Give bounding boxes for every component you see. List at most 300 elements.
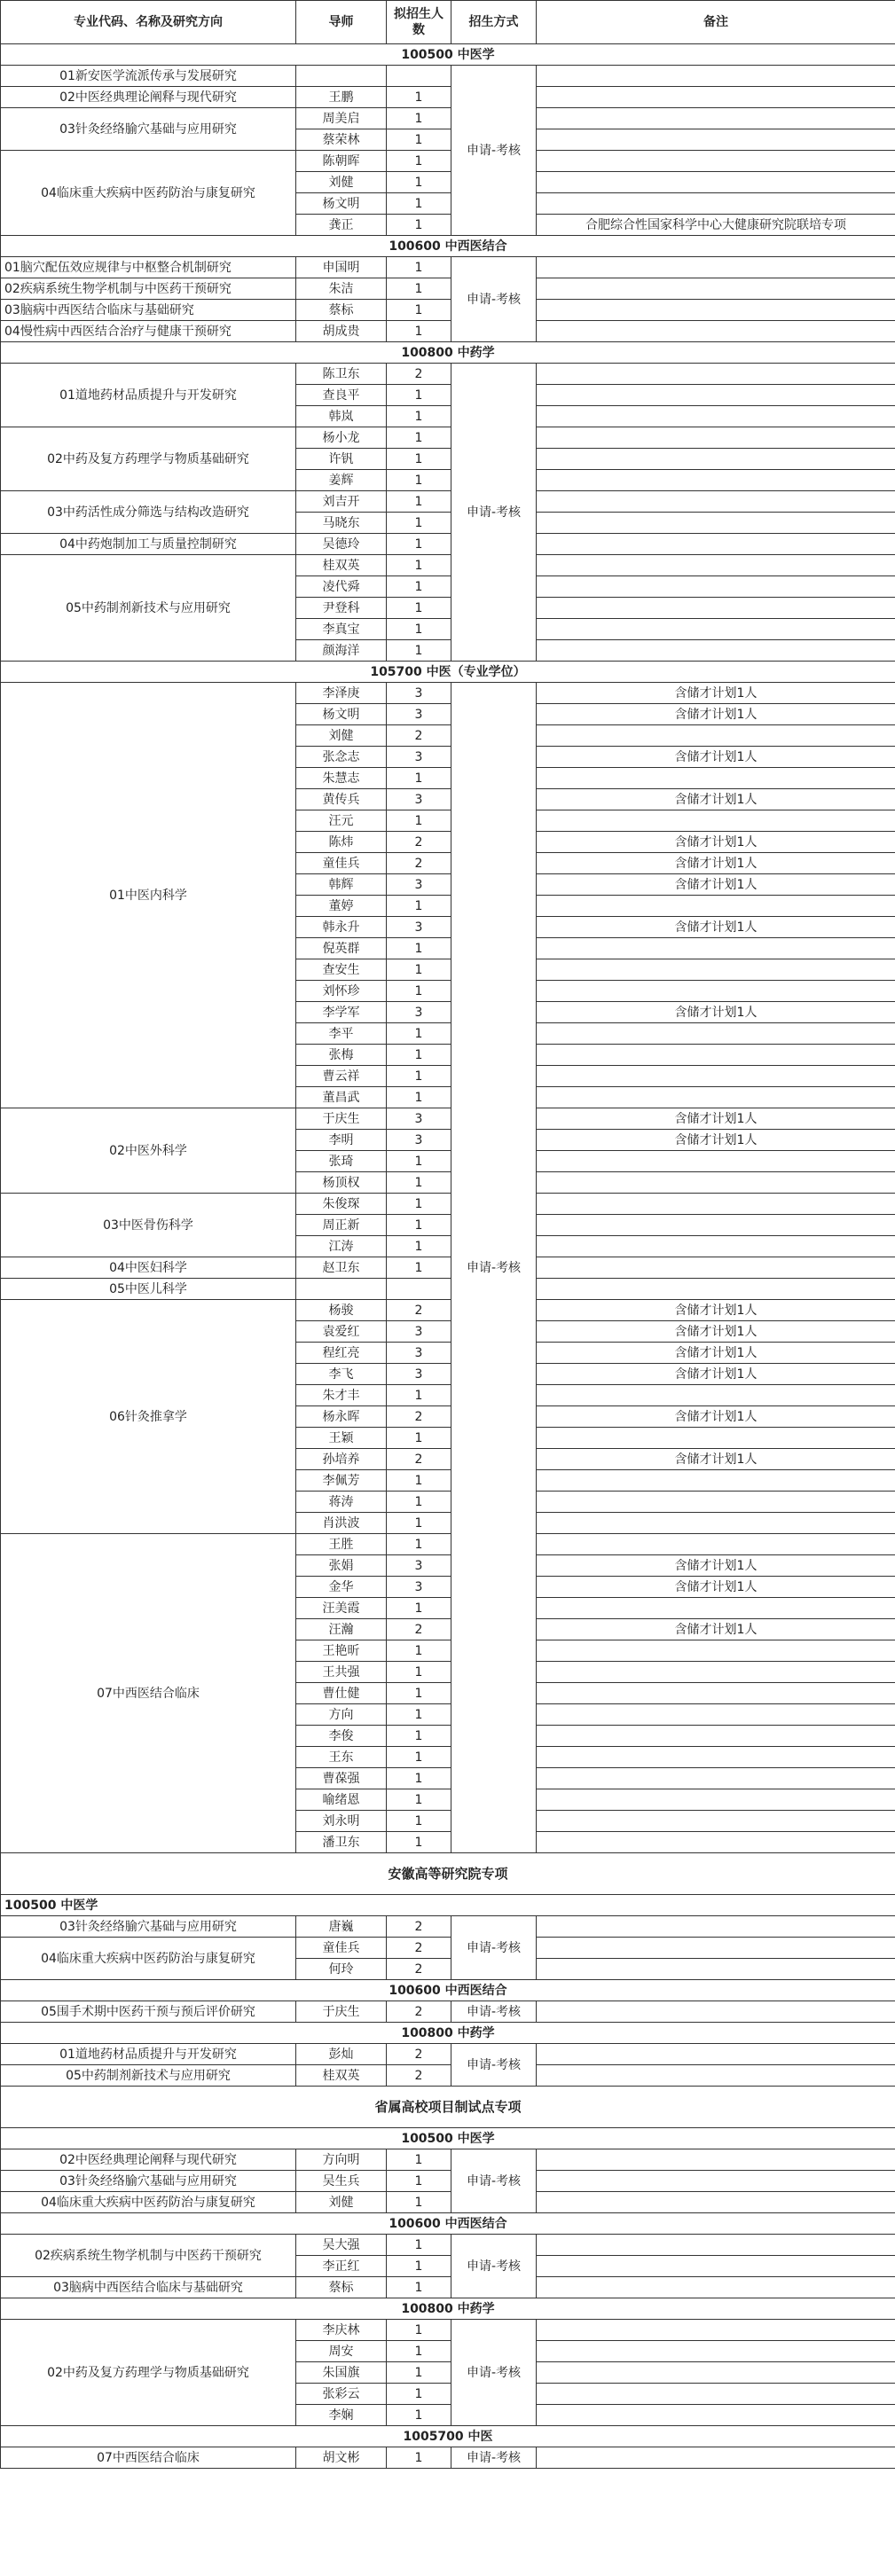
supervisor-name xyxy=(296,1279,387,1300)
admission-method: 申请-考核 xyxy=(451,2447,537,2469)
quota-count: 1 xyxy=(387,1236,451,1257)
remark xyxy=(537,896,895,917)
remark xyxy=(537,87,895,108)
quota-count: 1 xyxy=(387,427,451,449)
remark xyxy=(537,364,895,385)
remark xyxy=(537,938,895,959)
supervisor-name: 王共强 xyxy=(296,1662,387,1683)
header-method: 招生方式 xyxy=(451,1,537,44)
table-row xyxy=(1,534,895,555)
remark xyxy=(537,2192,895,2213)
special-program-row xyxy=(1,2087,895,2128)
research-direction: 03针灸经络腧穴基础与应用研究 xyxy=(1,1916,296,1938)
discipline-row xyxy=(1,342,895,364)
research-direction: 04中药炮制加工与质量控制研究 xyxy=(1,534,296,555)
quota-count: 1 xyxy=(387,385,451,406)
remark xyxy=(537,810,895,832)
research-direction: 01中医内科学 xyxy=(1,683,296,1108)
remark xyxy=(537,1470,895,1492)
remark xyxy=(537,2044,895,2065)
discipline-row xyxy=(1,2426,895,2447)
supervisor-name: 彭灿 xyxy=(296,2044,387,2065)
admission-method: 申请-考核 xyxy=(451,2235,537,2298)
remark xyxy=(537,1385,895,1406)
quota-count: 1 xyxy=(387,1811,451,1832)
supervisor-name: 黄传兵 xyxy=(296,789,387,810)
admission-method: 申请-考核 xyxy=(451,683,537,1853)
table-row xyxy=(1,683,895,704)
table-row xyxy=(1,2065,895,2087)
admission-method: 申请-考核 xyxy=(451,257,537,342)
supervisor-name: 张琦 xyxy=(296,1151,387,1172)
remark xyxy=(537,129,895,151)
supervisor-name: 董婷 xyxy=(296,896,387,917)
supervisor-name: 蒋涛 xyxy=(296,1492,387,1513)
supervisor-name: 李俊 xyxy=(296,1726,387,1747)
remark xyxy=(537,257,895,278)
research-direction: 02中药及复方药理学与物质基础研究 xyxy=(1,427,296,491)
quota-count: 2 xyxy=(387,1916,451,1938)
supervisor-name: 汪元 xyxy=(296,810,387,832)
supervisor-name: 张娟 xyxy=(296,1555,387,1577)
discipline-title: 100800 中药学 xyxy=(1,2298,895,2320)
quota-count: 2 xyxy=(387,2044,451,2065)
remark xyxy=(537,2149,895,2171)
research-direction: 05围手术期中医药干预与预后评价研究 xyxy=(1,2001,296,2023)
table-row xyxy=(1,87,895,108)
quota-count: 3 xyxy=(387,917,451,938)
quota-count: 1 xyxy=(387,2320,451,2341)
discipline-row xyxy=(1,2128,895,2149)
supervisor-name: 汪美霞 xyxy=(296,1598,387,1619)
special-program-title: 安徽高等研究院专项 xyxy=(1,1853,895,1895)
table-row xyxy=(1,278,895,300)
supervisor-name: 方向 xyxy=(296,1704,387,1726)
table-row xyxy=(1,1534,895,1555)
supervisor-name: 朱慧志 xyxy=(296,768,387,789)
supervisor-name: 颜海洋 xyxy=(296,640,387,662)
table-row xyxy=(1,2044,895,2065)
supervisor-name: 潘卫东 xyxy=(296,1832,387,1853)
remark xyxy=(537,300,895,321)
research-direction: 01道地药材品质提升与开发研究 xyxy=(1,364,296,427)
remark: 含储才计划1人 xyxy=(537,1406,895,1428)
remark xyxy=(537,576,895,598)
supervisor-name: 曹云祥 xyxy=(296,1066,387,1087)
supervisor-name: 刘健 xyxy=(296,172,387,193)
quota-count: 3 xyxy=(387,1321,451,1343)
remark xyxy=(537,1172,895,1194)
supervisor-name: 周安 xyxy=(296,2341,387,2362)
quota-count: 1 xyxy=(387,1385,451,1406)
remark xyxy=(537,2065,895,2087)
table-row xyxy=(1,1300,895,1321)
supervisor-name: 刘吉开 xyxy=(296,491,387,513)
table-row xyxy=(1,300,895,321)
remark xyxy=(537,108,895,129)
table-row xyxy=(1,1108,895,1130)
table-row xyxy=(1,2235,895,2256)
quota-count: 2 xyxy=(387,364,451,385)
supervisor-name: 周正新 xyxy=(296,1215,387,1236)
discipline-title: 100500 中医学 xyxy=(1,2128,895,2149)
header-quota: 拟招生人数 xyxy=(387,1,451,44)
remark xyxy=(537,1513,895,1534)
supervisor-name: 王鹏 xyxy=(296,87,387,108)
remark xyxy=(537,959,895,981)
research-direction: 07中西医结合临床 xyxy=(1,1534,296,1853)
supervisor-name: 王艳昕 xyxy=(296,1640,387,1662)
quota-count: 1 xyxy=(387,1172,451,1194)
supervisor-name: 许钒 xyxy=(296,449,387,470)
research-direction: 01道地药材品质提升与开发研究 xyxy=(1,2044,296,2065)
remark xyxy=(537,1811,895,1832)
remark xyxy=(537,193,895,215)
supervisor-name: 刘永明 xyxy=(296,1811,387,1832)
supervisor-name: 刘怀珍 xyxy=(296,981,387,1002)
discipline-title: 100600 中西医结合 xyxy=(1,2213,895,2235)
remark: 含储才计划1人 xyxy=(537,917,895,938)
supervisor-name: 杨小龙 xyxy=(296,427,387,449)
supervisor-name: 袁爱红 xyxy=(296,1321,387,1343)
remark: 含储才计划1人 xyxy=(537,853,895,874)
table-row xyxy=(1,66,895,87)
research-direction: 04临床重大疾病中医药防治与康复研究 xyxy=(1,151,296,236)
remark: 含储才计划1人 xyxy=(537,1130,895,1151)
remark xyxy=(537,534,895,555)
remark xyxy=(537,1704,895,1726)
supervisor-name: 吴德玲 xyxy=(296,534,387,555)
supervisor-name: 喻绪恩 xyxy=(296,1789,387,1811)
remark xyxy=(537,1747,895,1768)
remark xyxy=(537,172,895,193)
supervisor-name: 韩岚 xyxy=(296,406,387,427)
supervisor-name: 张彩云 xyxy=(296,2384,387,2405)
table-row xyxy=(1,2001,895,2023)
research-direction: 02疾病系统生物学机制与中医药干预研究 xyxy=(1,2235,296,2277)
remark xyxy=(537,1789,895,1811)
supervisor-name: 于庆生 xyxy=(296,2001,387,2023)
discipline-title: 100600 中西医结合 xyxy=(1,236,895,257)
remark xyxy=(537,981,895,1002)
supervisor-name: 韩永升 xyxy=(296,917,387,938)
supervisor-name: 周美启 xyxy=(296,108,387,129)
remark xyxy=(537,1215,895,1236)
supervisor-name: 陈朝晖 xyxy=(296,151,387,172)
quota-count: 3 xyxy=(387,747,451,768)
supervisor-name: 蔡标 xyxy=(296,2277,387,2298)
quota-count: 2 xyxy=(387,1406,451,1428)
admission-method: 申请-考核 xyxy=(451,2044,537,2087)
supervisor-name: 曹葆强 xyxy=(296,1768,387,1789)
remark xyxy=(537,321,895,342)
admission-method: 申请-考核 xyxy=(451,2001,537,2023)
supervisor-name: 朱才丰 xyxy=(296,1385,387,1406)
quota-count: 3 xyxy=(387,683,451,704)
supervisor-name: 朱俊琛 xyxy=(296,1194,387,1215)
remark xyxy=(537,1683,895,1704)
supervisor-name: 尹登科 xyxy=(296,598,387,619)
quota-count: 1 xyxy=(387,1662,451,1683)
remark xyxy=(537,513,895,534)
supervisor-name: 查良平 xyxy=(296,385,387,406)
research-direction: 03脑病中西医结合临床与基础研究 xyxy=(1,300,296,321)
remark xyxy=(537,1662,895,1683)
remark: 含储才计划1人 xyxy=(537,789,895,810)
discipline-row xyxy=(1,662,895,683)
remark xyxy=(537,2235,895,2256)
research-direction: 03中药活性成分筛选与结构改造研究 xyxy=(1,491,296,534)
supervisor-name: 李佩芳 xyxy=(296,1470,387,1492)
remark xyxy=(537,1066,895,1087)
supervisor-name: 杨永晖 xyxy=(296,1406,387,1428)
supervisor-name: 倪英群 xyxy=(296,938,387,959)
supervisor-name: 朱国旗 xyxy=(296,2362,387,2384)
supervisor-name: 王胜 xyxy=(296,1534,387,1555)
quota-count: 1 xyxy=(387,938,451,959)
quota-count: 3 xyxy=(387,789,451,810)
supervisor-name: 李飞 xyxy=(296,1364,387,1385)
discipline-row xyxy=(1,2023,895,2044)
supervisor-name: 刘健 xyxy=(296,725,387,747)
quota-count: 1 xyxy=(387,1045,451,1066)
supervisor-name: 赵卫东 xyxy=(296,1257,387,1279)
remark xyxy=(537,598,895,619)
research-direction: 06针灸推拿学 xyxy=(1,1300,296,1534)
supervisor-name: 孙培养 xyxy=(296,1449,387,1470)
supervisor-name: 姜辉 xyxy=(296,470,387,491)
remark xyxy=(537,768,895,789)
quota-count: 1 xyxy=(387,1151,451,1172)
supervisor-name: 吴大强 xyxy=(296,2235,387,2256)
table-row xyxy=(1,491,895,513)
quota-count: 1 xyxy=(387,2171,451,2192)
quota-count: 1 xyxy=(387,278,451,300)
remark xyxy=(537,1236,895,1257)
quota-count: 1 xyxy=(387,1726,451,1747)
quota-count: 1 xyxy=(387,768,451,789)
quota-count: 3 xyxy=(387,1577,451,1598)
supervisor-name: 肖洪波 xyxy=(296,1513,387,1534)
remark: 合肥综合性国家科学中心大健康研究院联培专项 xyxy=(537,215,895,236)
remark: 含储才计划1人 xyxy=(537,1364,895,1385)
supervisor-name: 程红亮 xyxy=(296,1343,387,1364)
research-direction: 05中药制剂新技术与应用研究 xyxy=(1,555,296,662)
quota-count: 1 xyxy=(387,2277,451,2298)
research-direction: 03脑病中西医结合临床与基础研究 xyxy=(1,2277,296,2298)
quota-count: 1 xyxy=(387,300,451,321)
quota-count: 1 xyxy=(387,1598,451,1619)
remark xyxy=(537,555,895,576)
quota-count: 1 xyxy=(387,2256,451,2277)
quota-count: 1 xyxy=(387,1023,451,1045)
remark xyxy=(537,1832,895,1853)
research-direction: 02中医外科学 xyxy=(1,1108,296,1194)
quota-count: 1 xyxy=(387,810,451,832)
discipline-title: 100500 中医学 xyxy=(1,44,895,66)
supervisor-name: 胡文彬 xyxy=(296,2447,387,2469)
supervisor-name: 陈卫东 xyxy=(296,364,387,385)
supervisor-name: 龚正 xyxy=(296,215,387,236)
quota-count: 2 xyxy=(387,832,451,853)
table-row xyxy=(1,257,895,278)
remark xyxy=(537,1726,895,1747)
supervisor-name: 王东 xyxy=(296,1747,387,1768)
supervisor-name: 唐巍 xyxy=(296,1916,387,1938)
quota-count: 1 xyxy=(387,1534,451,1555)
research-direction: 04中医妇科学 xyxy=(1,1257,296,1279)
quota-count: 1 xyxy=(387,1194,451,1215)
admission-method: 申请-考核 xyxy=(451,1916,537,1980)
remark xyxy=(537,1916,895,1938)
remark xyxy=(537,1492,895,1513)
remark: 含储才计划1人 xyxy=(537,1577,895,1598)
research-direction: 03针灸经络腧穴基础与应用研究 xyxy=(1,108,296,151)
quota-count: 1 xyxy=(387,619,451,640)
quota-count: 1 xyxy=(387,108,451,129)
supervisor-name: 李学军 xyxy=(296,1002,387,1023)
quota-count: 1 xyxy=(387,321,451,342)
table-header-row xyxy=(1,1,895,44)
quota-count: 1 xyxy=(387,981,451,1002)
quota-count: 3 xyxy=(387,1130,451,1151)
quota-count: 1 xyxy=(387,1257,451,1279)
remark xyxy=(537,385,895,406)
quota-count: 2 xyxy=(387,2065,451,2087)
table-row xyxy=(1,2171,895,2192)
admission-method: 申请-考核 xyxy=(451,66,537,236)
quota-count: 3 xyxy=(387,1002,451,1023)
supervisor-name: 王颖 xyxy=(296,1428,387,1449)
remark xyxy=(537,1257,895,1279)
research-direction: 05中药制剂新技术与应用研究 xyxy=(1,2065,296,2087)
research-direction: 07中西医结合临床 xyxy=(1,2447,296,2469)
remark xyxy=(537,1045,895,1066)
supervisor-name: 蔡荣林 xyxy=(296,129,387,151)
quota-count: 2 xyxy=(387,1959,451,1980)
research-direction: 02疾病系统生物学机制与中医药干预研究 xyxy=(1,278,296,300)
remark: 含储才计划1人 xyxy=(537,683,895,704)
supervisor-name: 董昌武 xyxy=(296,1087,387,1108)
research-direction: 04慢性病中西医结合治疗与健康干预研究 xyxy=(1,321,296,342)
remark xyxy=(537,1640,895,1662)
remark xyxy=(537,2384,895,2405)
research-direction: 02中医经典理论阐释与现代研究 xyxy=(1,2149,296,2171)
supervisor-name: 李真宝 xyxy=(296,619,387,640)
quota-count: 1 xyxy=(387,1428,451,1449)
quota-count: 1 xyxy=(387,87,451,108)
quota-count: 1 xyxy=(387,2341,451,2362)
remark: 含储才计划1人 xyxy=(537,704,895,725)
research-direction: 01脑穴配伍效应规律与中枢整合机制研究 xyxy=(1,257,296,278)
quota-count: 1 xyxy=(387,193,451,215)
discipline-title: 105700 中医（专业学位） xyxy=(1,662,895,683)
supervisor-name: 何玲 xyxy=(296,1959,387,1980)
remark xyxy=(537,491,895,513)
supervisor-name: 童佳兵 xyxy=(296,1938,387,1959)
quota-count: 1 xyxy=(387,449,451,470)
research-direction: 02中药及复方药理学与物质基础研究 xyxy=(1,2320,296,2426)
remark xyxy=(537,406,895,427)
remark xyxy=(537,278,895,300)
quota-count: 3 xyxy=(387,874,451,896)
research-direction: 05中医儿科学 xyxy=(1,1279,296,1300)
supervisor-name: 张梅 xyxy=(296,1045,387,1066)
remark xyxy=(537,2362,895,2384)
admission-method: 申请-考核 xyxy=(451,2149,537,2213)
supervisor-name: 杨文明 xyxy=(296,704,387,725)
remark: 含储才计划1人 xyxy=(537,874,895,896)
remark xyxy=(537,725,895,747)
supervisor-name: 凌代舜 xyxy=(296,576,387,598)
quota-count: 1 xyxy=(387,470,451,491)
supervisor-name: 李娴 xyxy=(296,2405,387,2426)
research-direction: 03针灸经络腧穴基础与应用研究 xyxy=(1,2171,296,2192)
remark xyxy=(537,1534,895,1555)
supervisor-name: 桂双英 xyxy=(296,555,387,576)
remark: 含储才计划1人 xyxy=(537,832,895,853)
table-row xyxy=(1,151,895,172)
supervisor-name: 吴生兵 xyxy=(296,2171,387,2192)
quota-count: 1 xyxy=(387,2149,451,2171)
supervisor-name: 申国明 xyxy=(296,257,387,278)
supervisor-name: 杨文明 xyxy=(296,193,387,215)
table-row xyxy=(1,2149,895,2171)
supervisor-name: 李泽庚 xyxy=(296,683,387,704)
remark: 含储才计划1人 xyxy=(537,1002,895,1023)
remark: 含储才计划1人 xyxy=(537,1555,895,1577)
header-note: 备注 xyxy=(537,1,895,44)
remark xyxy=(537,2256,895,2277)
quota-count: 2 xyxy=(387,1300,451,1321)
remark xyxy=(537,1151,895,1172)
supervisor-name: 蔡标 xyxy=(296,300,387,321)
discipline-title: 100800 中药学 xyxy=(1,342,895,364)
remark xyxy=(537,2171,895,2192)
quota-count: 3 xyxy=(387,1364,451,1385)
quota-count: 1 xyxy=(387,151,451,172)
remark xyxy=(537,470,895,491)
quota-count: 1 xyxy=(387,2405,451,2426)
quota-count: 1 xyxy=(387,1087,451,1108)
quota-count: 1 xyxy=(387,1066,451,1087)
table-row xyxy=(1,1916,895,1938)
quota-count: 2 xyxy=(387,1449,451,1470)
table-row xyxy=(1,2447,895,2469)
quota-count: 2 xyxy=(387,1619,451,1640)
supervisor-name: 韩辉 xyxy=(296,874,387,896)
remark xyxy=(537,66,895,87)
remark xyxy=(537,427,895,449)
supervisor-name: 李庆林 xyxy=(296,2320,387,2341)
quota-count: 1 xyxy=(387,1640,451,1662)
quota-count: 3 xyxy=(387,704,451,725)
table-row xyxy=(1,108,895,129)
quota-count: 1 xyxy=(387,576,451,598)
remark xyxy=(537,1938,895,1959)
quota-count: 1 xyxy=(387,257,451,278)
quota-count: 1 xyxy=(387,959,451,981)
quota-count: 1 xyxy=(387,1470,451,1492)
quota-count: 1 xyxy=(387,1492,451,1513)
quota-count: 1 xyxy=(387,2362,451,2384)
quota-count: 1 xyxy=(387,129,451,151)
supervisor-name xyxy=(296,66,387,87)
research-direction: 04临床重大疾病中医药防治与康复研究 xyxy=(1,1938,296,1980)
table-row xyxy=(1,427,895,449)
table-row xyxy=(1,1194,895,1215)
supervisor-name: 于庆生 xyxy=(296,1108,387,1130)
